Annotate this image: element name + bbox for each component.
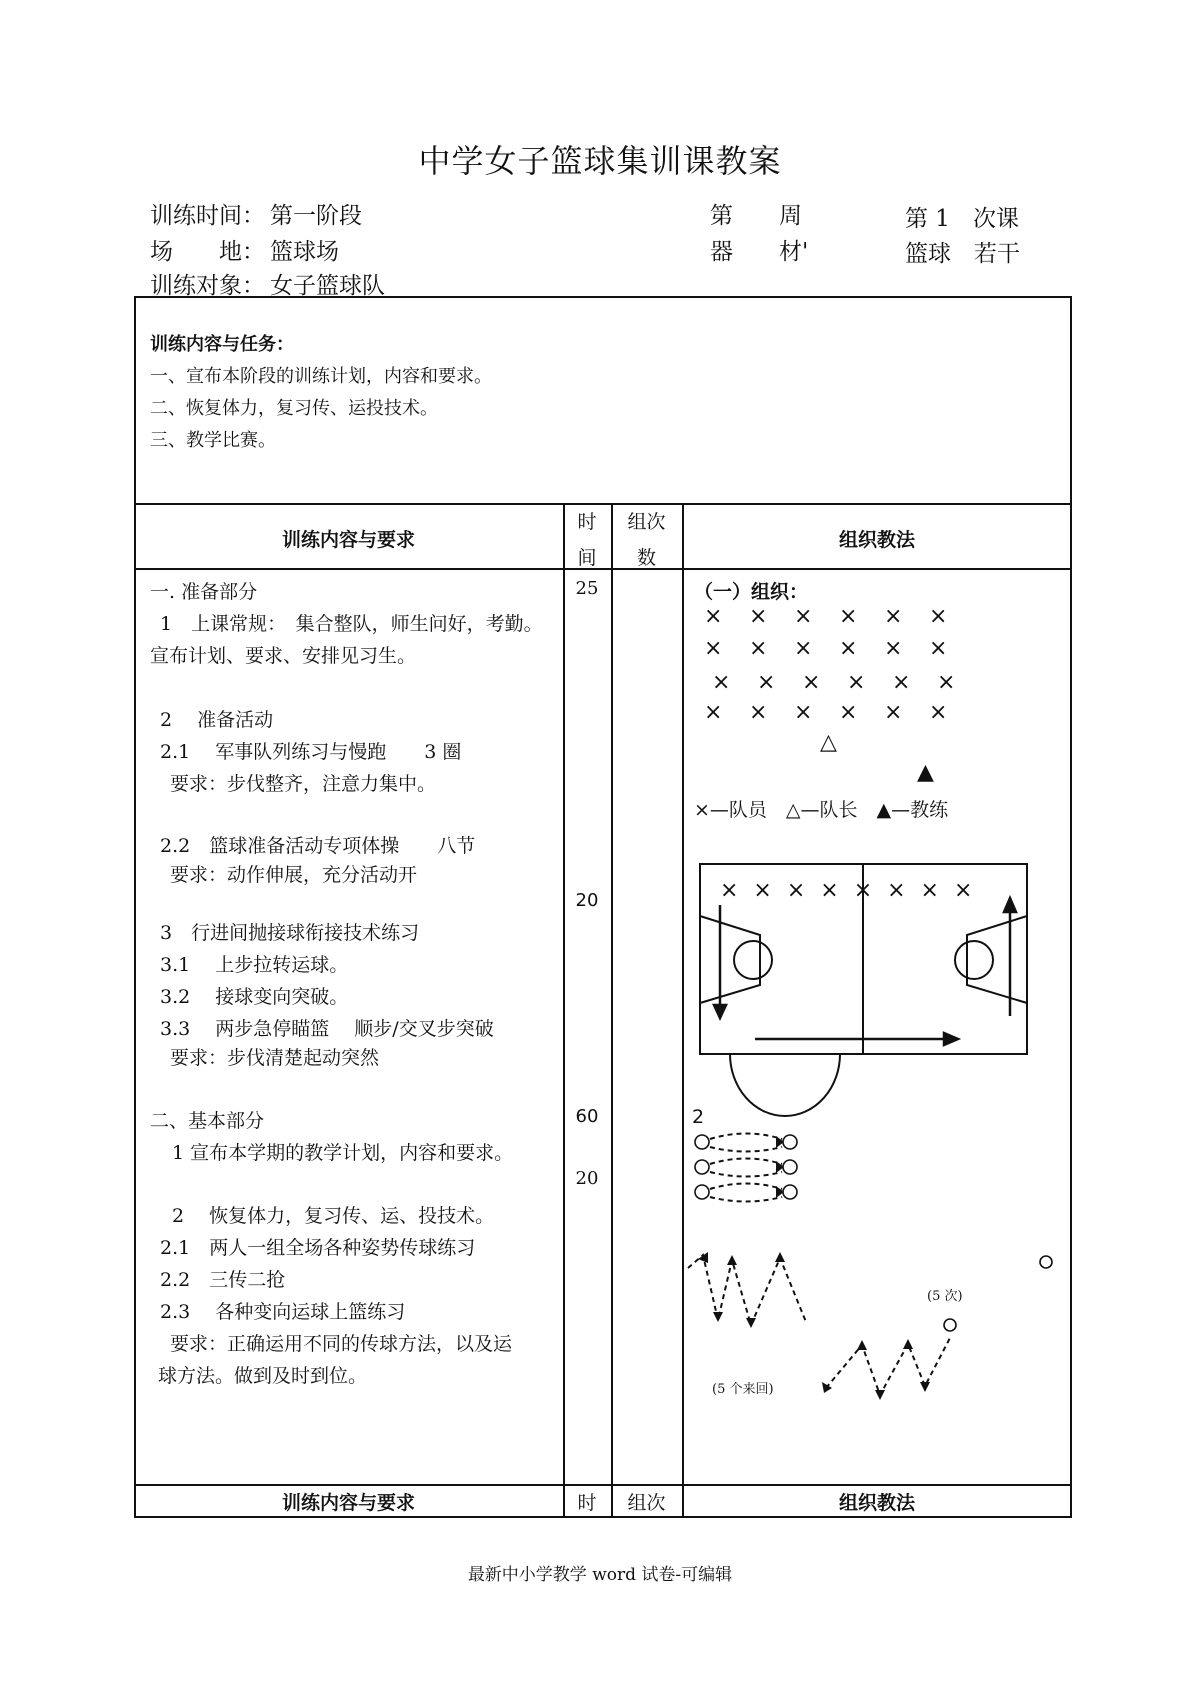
formation-legend: ×—队员 △—队长 ▲—教练: [694, 799, 949, 821]
task-item: 二、恢复体力，复习传、运投技术。: [150, 398, 438, 419]
player-marker: ×: [839, 636, 858, 661]
arrow-head: [714, 1005, 726, 1018]
content-line: 1 上课常规： 集合整队，师生问好，考勤。: [160, 613, 543, 635]
player-marker: ×: [929, 636, 948, 661]
player-marker: ×: [704, 636, 723, 661]
content-line: 2.1 两人一组全场各种姿势传球练习: [160, 1237, 476, 1259]
diagram-section-number: 2: [692, 1106, 705, 1128]
equipment-label: 器 材': [710, 239, 809, 265]
training-time-value: 第一阶段: [270, 203, 362, 229]
dribble-zigzag: [826, 1336, 951, 1395]
captain-marker: △: [820, 730, 837, 755]
coach-marker: ▲: [917, 760, 934, 785]
player-marker: ×: [884, 636, 903, 661]
content-line: 要求：步伐整齐，注意力集中。: [170, 773, 437, 795]
arrow-head: [713, 1312, 723, 1322]
player-marker: ×: [712, 670, 731, 695]
player-marker: ×: [802, 670, 821, 695]
player-marker: ×: [794, 700, 813, 725]
right-circle: [955, 941, 993, 979]
column-header-sets: 组次: [627, 511, 666, 533]
content-section-heading: 一. 准备部分: [150, 581, 258, 603]
content-line: 3.1 上步拉转运球。: [160, 954, 349, 976]
note-5-rounds: (5 个来回): [712, 1382, 774, 1397]
footer-row-method: 组织教法: [838, 1492, 915, 1514]
player-circle: [695, 1185, 709, 1199]
player-circle: [783, 1160, 797, 1174]
arrow-head: [903, 1339, 913, 1349]
player-marker: ×: [884, 604, 903, 629]
content-line: 3.3 两步急停瞄篮 顺步/交叉步突破: [160, 1018, 494, 1040]
player-marker: ×: [929, 604, 948, 629]
arrow-head: [776, 1136, 784, 1148]
player-marker: ×: [839, 700, 858, 725]
player-circle: [695, 1135, 709, 1149]
task-item: 一、宣布本阶段的训练计划，内容和要求。: [150, 366, 492, 387]
right-key: [967, 916, 1027, 1003]
equipment-value: 篮球 若干: [905, 241, 1020, 267]
content-line: 宣布计划、要求、安排见习生。: [150, 645, 417, 667]
arrow-head: [944, 1033, 958, 1045]
player-circle: [1040, 1256, 1052, 1268]
player-marker: ×: [794, 604, 813, 629]
arrow-head: [822, 1382, 832, 1393]
column-header-time: 间: [577, 547, 597, 569]
content-line: 球方法。做到及时到位。: [158, 1365, 368, 1387]
player-circle: [944, 1319, 956, 1331]
content-line: 要求：正确运用不同的传球方法，以及运: [170, 1333, 513, 1355]
training-time-label: 训练时间：: [150, 203, 265, 229]
target-value: 女子篮球队: [270, 273, 385, 299]
player-marker: ×: [929, 700, 948, 725]
left-key: [700, 916, 760, 1003]
court-players-row: × × × × × × × ×: [720, 878, 977, 903]
content-line: 2.2 三传二抢: [160, 1269, 286, 1291]
content-line: 3.2 接球变向突破。: [160, 986, 349, 1008]
pass-path: [710, 1147, 782, 1152]
content-section-heading: 二、基本部分: [150, 1110, 265, 1132]
content-line: 2 恢复体力，复习传、运、投技术。: [172, 1205, 495, 1227]
player-marker: ×: [749, 604, 768, 629]
session-label: 第 1 次课: [905, 206, 1019, 232]
player-circle: [695, 1160, 709, 1174]
column-header-sets: 数: [636, 547, 656, 569]
dribble-zigzag: [688, 1255, 806, 1325]
time-value: 60: [575, 1106, 599, 1127]
content-line: 要求：步伐清楚起动突然: [170, 1047, 380, 1069]
player-marker: ×: [839, 604, 858, 629]
column-header-time: 时: [577, 511, 597, 533]
content-line: 2.1 军事队列练习与慢跑 3 圈: [160, 741, 462, 763]
tasks-heading: 训练内容与任务：: [150, 334, 294, 355]
footer-row-sets: 组次: [627, 1492, 666, 1514]
player-marker: ×: [892, 670, 911, 695]
arrow-head: [746, 1318, 756, 1328]
content-line: 要求：动作伸展，充分活动开: [170, 864, 418, 886]
footer-row-content: 训练内容与要求: [281, 1492, 415, 1514]
player-circle: [783, 1185, 797, 1199]
arrow-head: [698, 1252, 708, 1263]
arrow-head: [727, 1255, 737, 1265]
week-label: 第 周: [710, 203, 802, 229]
time-value: 20: [575, 1168, 599, 1189]
content-line: 1 宣布本学期的教学计划，内容和要求。: [172, 1142, 514, 1164]
footer-row-time: 时: [577, 1492, 597, 1514]
arrow-head: [775, 1252, 785, 1262]
document-title: 中学女子篮球集训课教案: [418, 142, 782, 180]
left-circle: [734, 941, 772, 979]
player-marker: ×: [884, 700, 903, 725]
content-line: 2.2 篮球准备活动专项体操 八节: [160, 835, 476, 857]
player-marker: ×: [847, 670, 866, 695]
arrow-head: [920, 1382, 930, 1392]
pass-path: [710, 1134, 782, 1140]
venue-value: 篮球场: [270, 239, 339, 265]
player-circle: [783, 1135, 797, 1149]
center-arc: [730, 1054, 840, 1116]
content-line: 2 准备活动: [160, 709, 274, 731]
player-marker: ×: [937, 670, 956, 695]
player-marker: ×: [794, 636, 813, 661]
player-marker: ×: [704, 700, 723, 725]
player-marker: ×: [757, 670, 776, 695]
note-5-times: (5 次): [927, 1289, 963, 1304]
column-header-content: 训练内容与要求: [281, 529, 415, 551]
arrow-head: [875, 1390, 885, 1400]
pass-path: [710, 1159, 782, 1165]
arrow-head: [1004, 898, 1016, 912]
pass-path: [710, 1184, 782, 1190]
content-line: 2.3 各种变向运球上篮练习: [160, 1301, 406, 1323]
venue-label: 场 地：: [150, 239, 265, 265]
task-item: 三、教学比赛。: [150, 430, 276, 451]
pass-path: [710, 1172, 782, 1177]
column-header-method: 组织教法: [838, 529, 915, 551]
time-value: 25: [575, 578, 599, 599]
player-marker: ×: [704, 604, 723, 629]
target-label: 训练对象：: [150, 273, 265, 299]
pass-path: [710, 1197, 782, 1202]
player-marker: ×: [749, 636, 768, 661]
organization-heading: （一）组织：: [694, 581, 809, 603]
arrow-head: [776, 1161, 784, 1173]
arrow-head: [857, 1340, 867, 1350]
player-marker: ×: [749, 700, 768, 725]
time-value: 20: [575, 890, 599, 911]
page-footer: 最新中小学教学 word 试卷-可编辑: [467, 1565, 733, 1585]
arrow-head: [776, 1186, 784, 1198]
content-line: 3 行进间抛接球衔接技术练习: [160, 922, 420, 944]
